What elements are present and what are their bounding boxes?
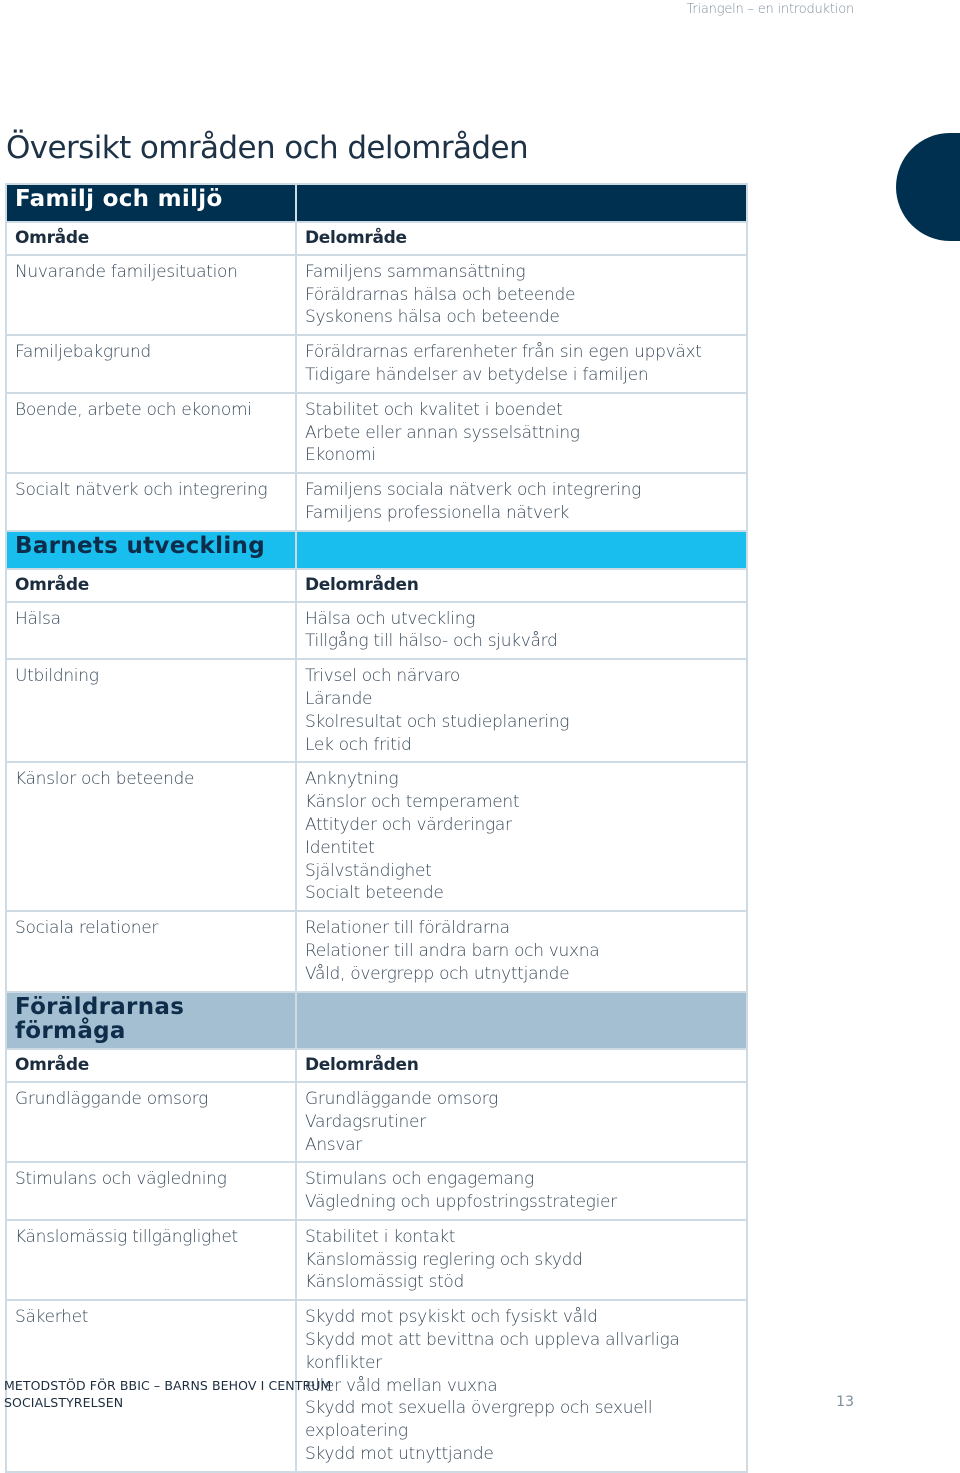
subarea-item: Grundläggande omsorg bbox=[305, 1088, 499, 1109]
area-cell: Familjebakgrund bbox=[6, 335, 296, 393]
overview-table bbox=[5, 183, 748, 1473]
column-header-area: Område bbox=[6, 1049, 296, 1082]
subarea-item: Arbete eller annan sysselsättning bbox=[305, 422, 580, 443]
table-row bbox=[6, 255, 747, 335]
table-row bbox=[6, 473, 747, 531]
page-title: Översikt områden och delområden bbox=[6, 130, 529, 166]
table-row bbox=[6, 762, 747, 911]
area-cell: Känslor och beteende bbox=[6, 762, 296, 911]
subarea-item: Tillgång till hälso- och sjukvård bbox=[305, 631, 558, 652]
subarea-item: Lek och fritid bbox=[305, 734, 412, 755]
subarea-item: Skydd mot utnyttjande bbox=[305, 1444, 494, 1465]
subarea-item: Föräldrarnas erfarenheter från sin egen uppväxt bbox=[305, 342, 702, 363]
subarea-cell bbox=[296, 1162, 747, 1220]
column-header-subarea: Delområden bbox=[296, 569, 747, 602]
section-header bbox=[6, 531, 747, 569]
area-cell: Känslomässig tillgänglighet bbox=[6, 1220, 296, 1300]
subarea-item: Trivsel och närvaro bbox=[305, 666, 461, 687]
area-cell: Utbildning bbox=[6, 659, 296, 762]
subarea-item: Ansvar bbox=[305, 1134, 362, 1155]
subarea-item: Ekonomi bbox=[305, 445, 376, 466]
subarea-item: Skolresultat och studieplanering bbox=[305, 711, 570, 732]
subarea-item: Anknytning bbox=[305, 769, 399, 790]
table-row bbox=[6, 911, 747, 991]
section-header bbox=[6, 184, 747, 222]
area-cell: Boende, arbete och ekonomi bbox=[6, 393, 296, 473]
subarea-item: Självständighet bbox=[305, 860, 432, 881]
table-row bbox=[6, 1082, 747, 1162]
subarea-cell bbox=[296, 1300, 747, 1472]
subarea-item: Syskonens hälsa och beteende bbox=[305, 307, 560, 328]
subarea-cell bbox=[296, 1220, 747, 1300]
table-row bbox=[6, 602, 747, 660]
column-header-row bbox=[6, 569, 747, 602]
subarea-item: Känslor och temperament bbox=[305, 792, 520, 813]
subarea-item: Lärande bbox=[305, 688, 373, 709]
subarea-cell bbox=[296, 255, 747, 335]
subarea-item: Familjens sociala nätverk och integrering bbox=[305, 480, 641, 501]
subarea-item: Familjens professionella nätverk bbox=[305, 502, 570, 523]
subarea-item: Vägledning och uppfostringsstrategier bbox=[305, 1192, 617, 1213]
subarea-item: Familjens sammansättning bbox=[305, 261, 526, 282]
subarea-item: Känslomässigt stöd bbox=[305, 1272, 465, 1293]
section-title: Föräldrarnas förmåga bbox=[15, 993, 185, 1045]
area-cell: Hälsa bbox=[6, 602, 296, 660]
column-header-row bbox=[6, 222, 747, 255]
footer bbox=[4, 1377, 331, 1411]
table-row bbox=[6, 393, 747, 473]
subarea-item: Relationer till andra barn och vuxna bbox=[305, 940, 600, 961]
running-header: Triangeln – en introduktion bbox=[686, 2, 854, 17]
column-header-subarea: Delområde bbox=[296, 222, 747, 255]
area-cell: Säkerhet bbox=[6, 1300, 296, 1472]
section-title: Familj och miljö bbox=[15, 186, 223, 212]
area-cell: Grundläggande omsorg bbox=[6, 1082, 296, 1162]
subarea-cell bbox=[296, 1082, 747, 1162]
subarea-item: Våld, övergrepp och utnyttjande bbox=[305, 963, 570, 984]
page-number: 13 bbox=[836, 1394, 854, 1410]
column-header-area: Område bbox=[6, 569, 296, 602]
area-cell: Nuvarande familjesituation bbox=[6, 255, 296, 335]
subarea-item: Skydd mot psykiskt och fysiskt våld bbox=[305, 1307, 598, 1328]
table-row bbox=[6, 659, 747, 762]
section-header bbox=[6, 992, 747, 1050]
column-header-subarea: Delområden bbox=[296, 1049, 747, 1082]
footer-publication: METODSTÖD FÖR BBIC – BARNS BEHOV I CENTRUM bbox=[4, 1378, 332, 1393]
subarea-item: Stabilitet och kvalitet i boendet bbox=[305, 399, 563, 420]
subarea-item: eller våld mellan vuxna bbox=[305, 1375, 498, 1396]
subarea-item: Relationer till föräldrarna bbox=[305, 918, 510, 939]
subarea-cell bbox=[296, 335, 747, 393]
subarea-item: Tidigare händelser av betydelse i familjen bbox=[305, 364, 649, 385]
table-row bbox=[6, 1220, 747, 1300]
subarea-cell bbox=[296, 393, 747, 473]
table-row bbox=[6, 335, 747, 393]
area-cell: Socialt nätverk och integrering bbox=[6, 473, 296, 531]
subarea-item: Föräldrarnas hälsa och beteende bbox=[305, 284, 576, 305]
subarea-item: Hälsa och utveckling bbox=[305, 608, 476, 629]
subarea-item: Vardagsrutiner bbox=[305, 1111, 426, 1132]
subarea-item: Känslomässig reglering och skydd bbox=[305, 1249, 583, 1270]
column-header-row bbox=[6, 1049, 747, 1082]
subarea-cell bbox=[296, 911, 747, 991]
table-row bbox=[6, 1162, 747, 1220]
subarea-item: Skydd mot sexuella övergrepp och sexuell exploatering bbox=[305, 1398, 653, 1442]
section-title: Barnets utveckling bbox=[15, 532, 265, 559]
subarea-item: Attityder och värderingar bbox=[305, 814, 512, 835]
footer-publisher: SOCIALSTYRELSEN bbox=[4, 1395, 124, 1410]
subarea-item: Skydd mot att bevittna och uppleva allvarliga konflikter bbox=[305, 1330, 680, 1373]
subarea-item: Identitet bbox=[305, 837, 375, 858]
subarea-cell bbox=[296, 762, 747, 911]
subarea-cell bbox=[296, 473, 747, 531]
subarea-cell bbox=[296, 659, 747, 762]
subarea-item: Stimulans och engagemang bbox=[305, 1169, 534, 1190]
area-cell: Stimulans och vägledning bbox=[6, 1162, 296, 1220]
corner-tab-decoration bbox=[896, 133, 960, 241]
subarea-item: Socialt beteende bbox=[305, 883, 444, 904]
subarea-item: Stabilitet i kontakt bbox=[305, 1226, 456, 1247]
subarea-cell bbox=[296, 602, 747, 660]
column-header-area: Område bbox=[6, 222, 296, 255]
area-cell: Sociala relationer bbox=[6, 911, 296, 991]
